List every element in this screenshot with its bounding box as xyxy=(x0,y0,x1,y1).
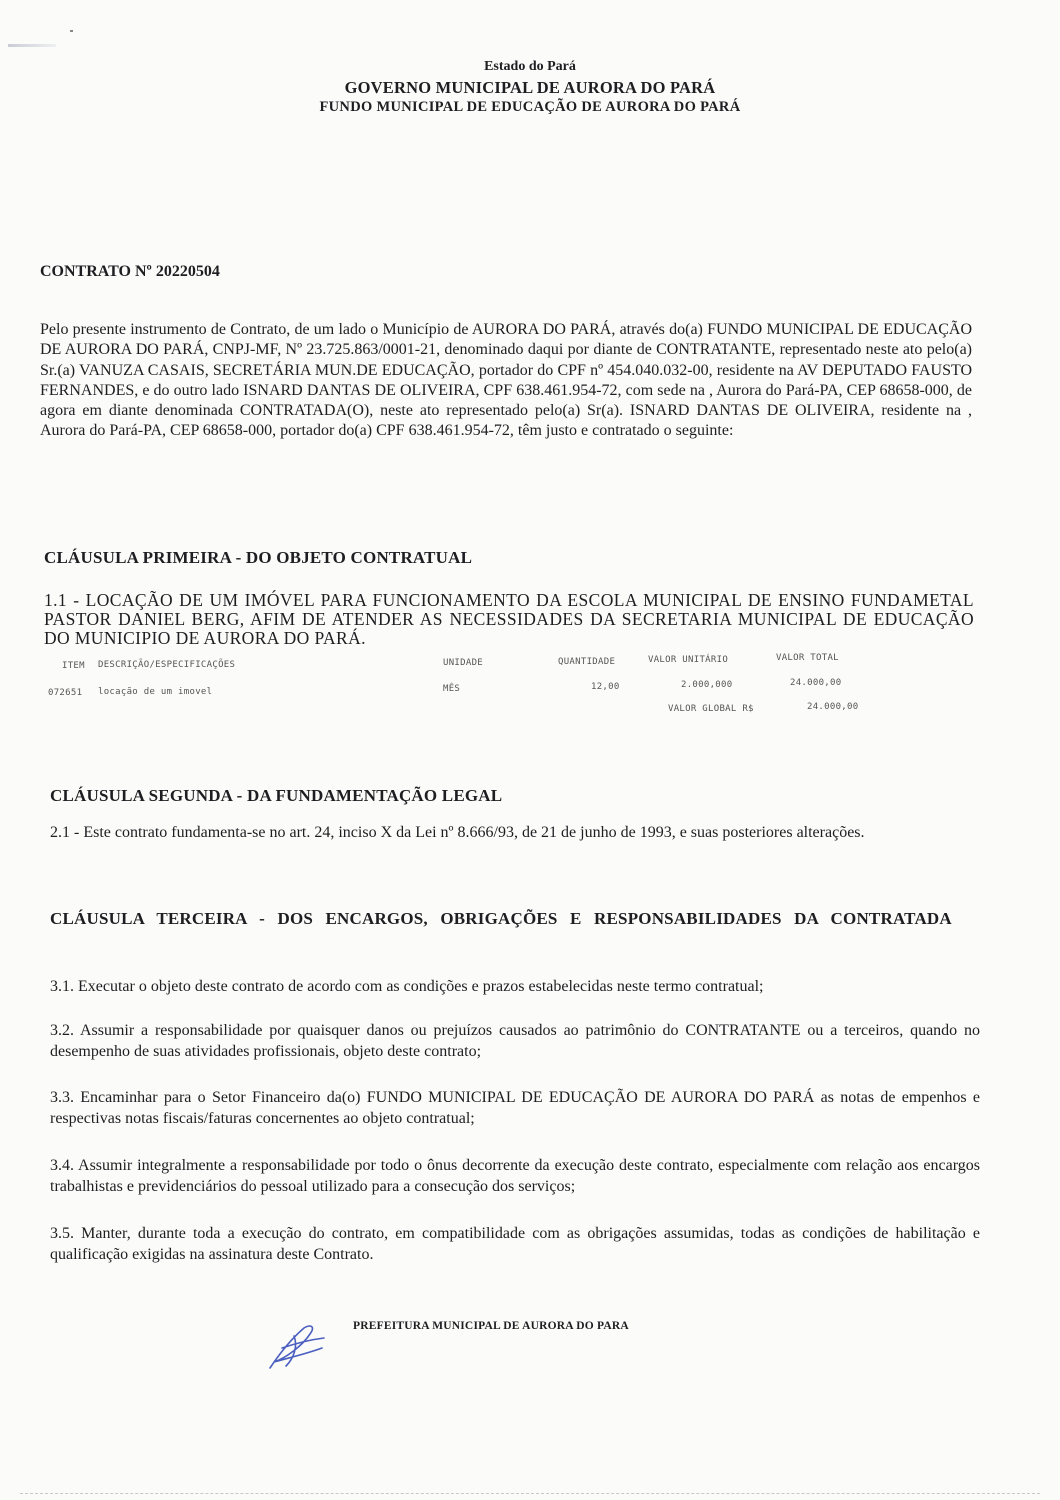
contract-number-title: CONTRATO Nº 20220504 xyxy=(40,263,220,280)
table-header-quantity: QUANTIDADE xyxy=(558,657,616,667)
clause-1-title: CLÁUSULA PRIMEIRA - DO OBJETO CONTRATUAL xyxy=(44,548,473,567)
clause-3-item-3: 3.3. Encaminhar para o Setor Financeiro da(o) FUNDO MUNICIPAL DE EDUCAÇÃO DE AURORA DO PARÁ as notas de empenhos e respectivas notas fiscais/faturas concernentes ao objeto contratual; xyxy=(50,1089,980,1127)
header-fund: FUNDO MUNICIPAL DE EDUCAÇÃO DE AURORA DO PARÁ xyxy=(319,99,741,115)
table-global-label: VALOR GLOBAL R$ xyxy=(668,704,754,714)
table-header-item: ITEM xyxy=(62,661,85,671)
scan-mark xyxy=(8,44,56,47)
table-global-value: 24.000,00 xyxy=(807,702,859,712)
document-header xyxy=(0,57,1060,117)
table-header-description: DESCRIÇÃO/ESPECIFICAÇÕES xyxy=(98,660,236,670)
clause-3-title: CLÁUSULA TERCEIRA - DOS ENCARGOS, OBRIGAÇÕES E RESPONSABILIDADES DA CONTRATADA xyxy=(50,909,952,928)
header-state: Estado do Pará xyxy=(484,59,576,74)
table-cell-unit-value: 2.000,000 xyxy=(681,680,733,690)
table-header-total-value: VALOR TOTAL xyxy=(776,653,839,663)
clause-2-title: CLÁUSULA SEGUNDA - DA FUNDAMENTAÇÃO LEGAL xyxy=(50,786,503,805)
clause-2-text: 2.1 - Este contrato fundamenta-se no art. 24, inciso X da Lei nº 8.666/93, de 21 de junho de 1993, e suas posteriores alterações. xyxy=(50,824,865,841)
table-header-unit: UNIDADE xyxy=(443,658,484,668)
table-cell-unit: MÊS xyxy=(443,684,461,694)
clause-1-text: 1.1 - LOCAÇÃO DE UM IMÓVEL PARA FUNCIONAMENTO DA ESCOLA MUNICIPAL DE ENSINO FUNDAMETAL PASTOR DANIEL BERG, AFIM DE ATENDER AS NECESSIDADES DA SECRETARIA MUNICIPAL DE EDUCAÇÃO DO MUNICIPIO DE AURORA DO PARÁ. xyxy=(44,590,974,648)
clause-3-item-1: 3.1. Executar o objeto deste contrato de acordo com as condições e prazos estabelecidas neste termo contratual; xyxy=(50,978,764,995)
table-cell-description: locação de um imovel xyxy=(98,687,213,697)
clause-3-item-4: 3.4. Assumir integralmente a responsabilidade por todo o ônus decorrente da execução deste contrato, especialmente com relação aos encargos trabalhistas e previdenciários do pessoal utilizado para a consecução dos serviços; xyxy=(50,1157,980,1195)
signature xyxy=(264,1318,330,1374)
table-header-unit-value: VALOR UNITÁRIO xyxy=(648,655,729,665)
footer-organization: PREFEITURA MUNICIPAL DE AURORA DO PARA xyxy=(353,1320,629,1332)
table-cell-total-value: 24.000,00 xyxy=(790,678,842,688)
clause-3-item-2: 3.2. Assumir a responsabilidade por quaisquer danos ou prejuízos causados ao patrimônio do CONTRATANTE ou a terceiros, quando no desempenho de suas atividades profissionais, objeto deste contrato; xyxy=(50,1022,980,1060)
header-government: GOVERNO MUNICIPAL DE AURORA DO PARÁ xyxy=(344,78,716,97)
clause-3-item-5: 3.5. Manter, durante toda a execução do contrato, em compatibilidade com as obrigações assumidas, todas as condições de habilitação e qualificação exigidas na assinatura deste Contrato. xyxy=(50,1225,980,1263)
contract-intro-paragraph: Pelo presente instrumento de Contrato, de um lado o Município de AURORA DO PARÁ, através do(a) FUNDO MUNICIPAL DE EDUCAÇÃO DE AURORA DO PARÁ, CNPJ-MF, Nº 23.725.863/0001-21, denominado daqui por diante de CONTRATANTE, representado neste ato pelo(a) Sr.(a) VANUZA CASAIS, SECRETÁRIA MUN.DE EDUCAÇÃO, portador do CPF nº 454.040.032-00, residente na AV DEPUTADO FAUSTO FERNANDES, e do outro lado ISNARD DANTAS DE OLIVEIRA, CPF 638.461.954-72, com sede na , Aurora do Pará-PA, CEP 68658-000, de agora em diante denominada CONTRATADA(O), neste ato representado pelo(a) Sr(a). ISNARD DANTAS DE OLIVEIRA, residente na , Aurora do Pará-PA, CEP 68658-000, portador do(a) CPF 638.461.954-72, têm justo e contratado o seguinte: xyxy=(40,321,972,440)
table-cell-item: 072651 xyxy=(48,688,83,698)
table-cell-quantity: 12,00 xyxy=(591,682,620,692)
scan-speck xyxy=(70,30,73,32)
scan-bottom-edge xyxy=(20,1493,1040,1495)
